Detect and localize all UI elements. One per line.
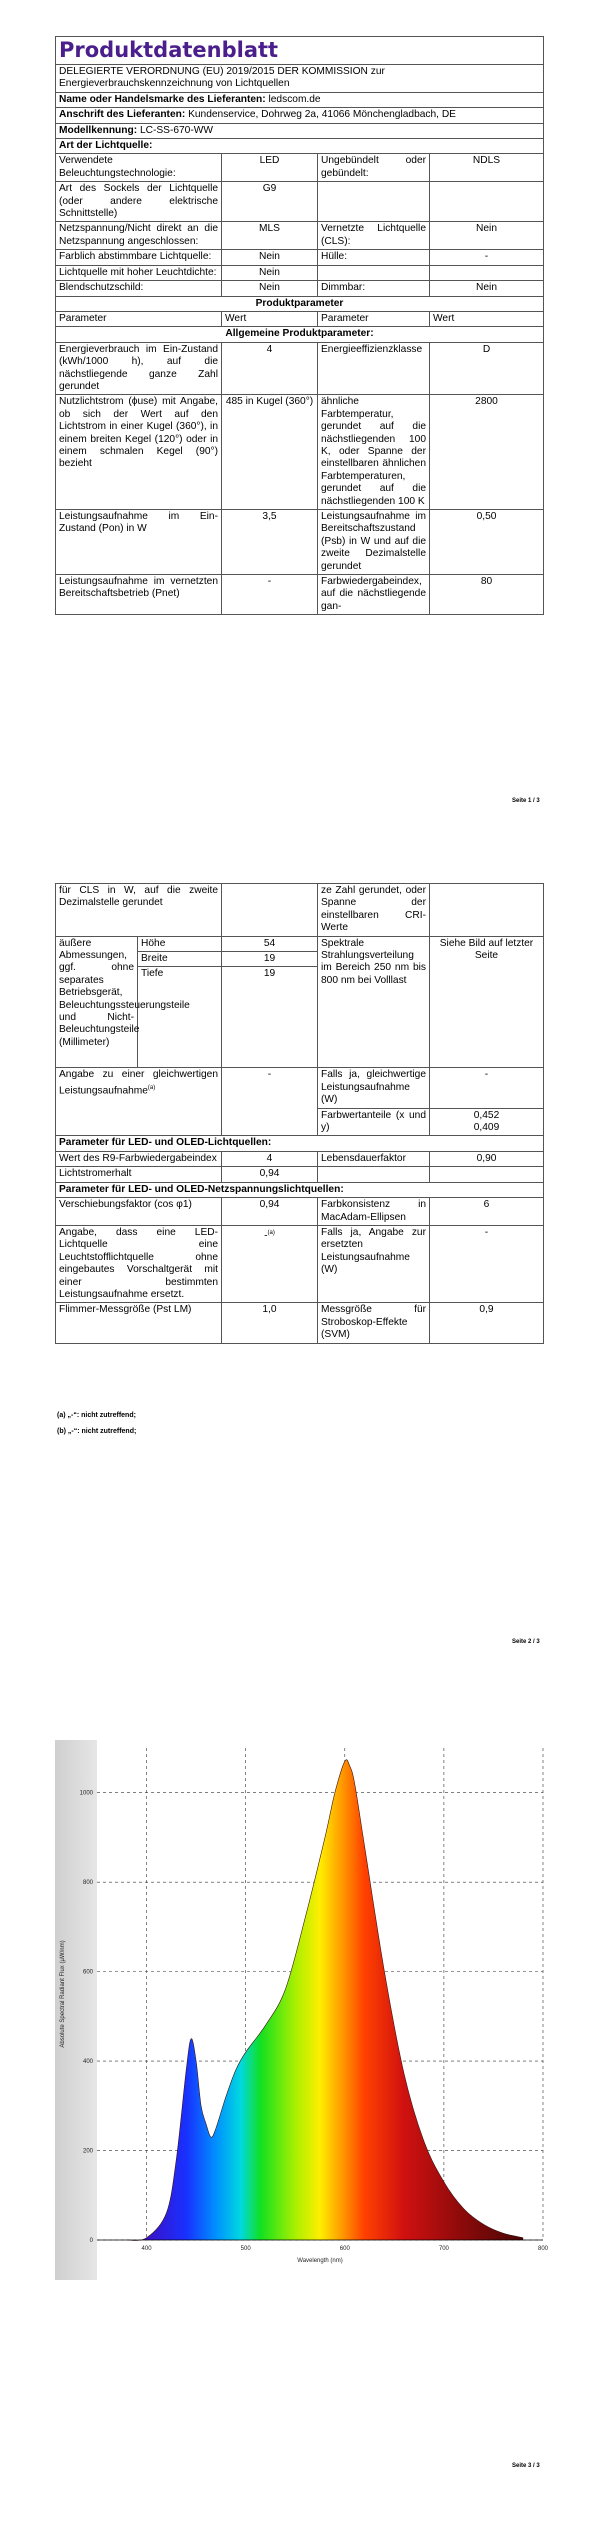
- x-tick-label-2: 600: [339, 2246, 350, 2252]
- stroboscopic-value: 0,9: [430, 1303, 544, 1343]
- survival-factor-value: 0,90: [430, 1151, 544, 1166]
- glare-shield-label: Blendschutzschild:: [56, 281, 222, 296]
- energy-label: Energieverbrauch im Ein-Zustand (kWh/1000 h), auf die nächstliegende ganze Zahl gerundet: [56, 342, 222, 395]
- r9-value: 4: [222, 1151, 318, 1166]
- supplier-address-row: Anschrift des Lieferanten: Kundenservice, Dohrweg 2a, 41066 Mönchengladbach, DE: [56, 108, 544, 123]
- chromaticity-x: 0,452: [473, 1109, 500, 1121]
- tunable-value: Nein: [222, 250, 318, 265]
- networked-standby-label-cont: für CLS in W, auf die zweite Dezimalstelle gerundet: [56, 884, 222, 937]
- cls-value: Nein: [430, 222, 544, 250]
- flicker-value: 1,0: [222, 1303, 318, 1343]
- envelope-value: -: [430, 250, 544, 265]
- width-label: Breite: [138, 952, 222, 967]
- dimensions-label: äußere Abmessungen, ggf. ohne separates Betriebsgerät, Beleuchtungssteuerungsteile und Nicht-Beleuchtungsteile (Millimeter): [56, 936, 138, 1068]
- equivalent-watt-label: Falls ja, gleichwertige Leistungsaufnahme (W): [318, 1068, 430, 1108]
- supplier-name-row: Name oder Handelsmarke des Lieferanten: ledscom.de: [56, 92, 544, 107]
- standby-power-value: 0,50: [430, 510, 544, 575]
- page-number-2: Seite 2 / 3: [512, 1639, 540, 1645]
- col-header-value-2: Wert: [430, 311, 544, 326]
- supplier-name: ledscom.de: [268, 93, 321, 105]
- regulation-text: DELEGIERTE VERORDNUNG (EU) 2019/2015 DER KOMMISSION zur Energieverbrauchskennzeichnung von Lichtquellen: [56, 65, 544, 93]
- spectral-value: Siehe Bild auf letzter Seite: [430, 936, 544, 1068]
- r9-label: Wert des R9-Farbwiedergabeindex: [56, 1151, 222, 1166]
- width-value: 19: [222, 952, 318, 967]
- tunable-label: Farblich abstimmbare Lichtquelle:: [56, 250, 222, 265]
- dimmable-value: Nein: [430, 281, 544, 296]
- y-axis-label: Absolute Spectral Radiant Flux (µW/nm): [60, 1940, 66, 2048]
- y-tick-label-4: 800: [82, 1880, 93, 1887]
- stroboscopic-label: Messgröße für Stroboskop-Effekte (SVM): [318, 1303, 430, 1343]
- y-tick-label-5: 1000: [79, 1790, 93, 1797]
- model-id: LC-SS-670-WW: [139, 124, 213, 136]
- directional-label: Ungebündelt oder gebündelt:: [318, 154, 430, 182]
- x-tick-label-3: 700: [438, 2246, 449, 2252]
- luminous-flux-value: 485 in Kugel (360°): [222, 395, 318, 510]
- lumen-maintenance-label: Lichtstromerhalt: [56, 1167, 222, 1182]
- chromaticity-label: Farbwertanteile (x und y): [318, 1108, 430, 1136]
- lumen-maintenance-value: 0,94: [222, 1167, 318, 1182]
- equivalent-power-label: Angabe zu einer gleichwertigen Leistungsaufnahme$^{(a)}$: [56, 1068, 222, 1136]
- replacement-claim-value: -$^{(a)}$: [222, 1225, 318, 1302]
- high-luminance-value: Nein: [222, 265, 318, 280]
- page-title: Produktdatenblatt: [56, 37, 544, 65]
- luminous-flux-label: Nutzlichtstrom (ϕuse) mit Angabe, ob sich der Wert auf den Lichtstrom in einer Kugel (360°), in einem breiten Kegel (120°) oder in einem schmalen Kegel (90°) bezieht: [56, 395, 222, 510]
- cap-label: Art des Sockels der Lichtquelle (oder andere elektrische Schnittstelle): [56, 182, 222, 222]
- energy-value: 4: [222, 342, 318, 395]
- page-number-3: Seite 3 / 3: [512, 2463, 540, 2469]
- displacement-factor-label: Verschiebungsfaktor (cos φ1): [56, 1198, 222, 1226]
- footnote-a: (a) „-“: nicht zutreffend;: [57, 1412, 136, 1419]
- y-tick-label-2: 400: [82, 2059, 93, 2066]
- supplier-address: Kundenservice, Dohrweg 2a, 41066 Mönchengladbach, DE: [188, 109, 456, 121]
- cap-value: G9: [222, 182, 318, 222]
- cri-label-cont: ze Zahl gerundet, oder Spanne der einstellbaren CRI-Werte: [318, 884, 430, 937]
- y-tick-label-3: 600: [82, 1969, 93, 1976]
- energy-class-label: Energieeffizienzklasse: [318, 342, 430, 395]
- equivalent-power-value: -: [222, 1068, 318, 1136]
- equivalent-watt-value: -: [430, 1068, 544, 1108]
- tech-label: Verwendete Beleuchtungstechnologie:: [56, 154, 222, 182]
- y-tick-label-0: 0: [89, 2238, 93, 2244]
- datasheet-table-page1: [55, 36, 544, 615]
- tech-value: LED: [222, 154, 318, 182]
- height-value: 54: [222, 936, 318, 951]
- replacement-claim-label: Angabe, dass eine LED-Lichtquelle eine Leuchtstofflichtquelle ohne eingebautes Vorschaltgerät mit einer bestimmten Leistungsaufnahme ersetzt.: [56, 1225, 222, 1302]
- section-product-params: Produktparameter: [56, 296, 544, 311]
- depth-value: 19: [222, 967, 318, 1068]
- cls-label: Vernetzte Lichtquelle (CLS):: [318, 222, 430, 250]
- flicker-label: Flimmer-Messgröße (Pst LM): [56, 1303, 222, 1343]
- spectrum-chart: [0, 1740, 595, 2280]
- displacement-factor-value: 0,94: [222, 1198, 318, 1226]
- macadam-label: Farbkonsistenz in MacAdam-Ellipsen: [318, 1198, 430, 1226]
- col-header-param: Parameter: [56, 311, 222, 326]
- page-number-1: Seite 1 / 3: [512, 798, 540, 804]
- chromaticity-value: [430, 1108, 544, 1136]
- spectral-label: Spektrale Strahlungsverteilung im Bereich 250 nm bis 800 nm bei Volllast: [318, 936, 430, 1068]
- section-led-params: Parameter für LED- und OLED-Lichtquellen:: [56, 1136, 544, 1151]
- y-tick-label-1: 200: [82, 2148, 93, 2155]
- networked-standby-value: -: [222, 575, 318, 615]
- mains-value: MLS: [222, 222, 318, 250]
- envelope-label: Hülle:: [318, 250, 430, 265]
- mains-label: Netzspannung/Nicht direkt an die Netzspannung angeschlossen:: [56, 222, 222, 250]
- cri-label: Farbwiedergabeindex, auf die nächstliegende gan-: [318, 575, 430, 615]
- directional-value: NDLS: [430, 154, 544, 182]
- replacement-power-value: -: [430, 1225, 544, 1302]
- model-row: Modellkennung: LC-SS-670-WW: [56, 123, 544, 138]
- datasheet-table-page2: [55, 883, 544, 1344]
- chromaticity-y: 0,409: [473, 1122, 500, 1134]
- cri-value: 80: [430, 575, 544, 615]
- macadam-value: 6: [430, 1198, 544, 1226]
- col-header-param-2: Parameter: [318, 311, 430, 326]
- section-mains-params: Parameter für LED- und OLED-Netzspannungslichtquellen:: [56, 1182, 544, 1197]
- networked-standby-label: Leistungsaufnahme im vernetzten Bereitschaftsbetrieb (Pnet): [56, 575, 222, 615]
- x-tick-label-1: 500: [240, 2246, 251, 2252]
- replacement-power-label: Falls ja, Angabe zur ersetzten Leistungsaufnahme (W): [318, 1225, 430, 1302]
- x-axis-label: Wavelength (nm): [297, 2258, 343, 2264]
- on-mode-power-value: 3,5: [222, 510, 318, 575]
- x-tick-label-0: 400: [141, 2246, 152, 2252]
- cct-value: 2800: [430, 395, 544, 510]
- standby-power-label: Leistungsaufnahme im Bereitschaftszustand (Psb) in W und auf die zweite Dezimalstelle gerundet: [318, 510, 430, 575]
- on-mode-power-label: Leistungsaufnahme im Ein-Zustand (Pon) in W: [56, 510, 222, 575]
- cct-label: ähnliche Farbtemperatur, gerundet auf die nächstliegenden 100 K, oder Spanne der einstellbaren ähnlichen Farbtemperaturen, gerundet auf die nächstliegenden 100 K: [318, 395, 430, 510]
- glare-shield-value: Nein: [222, 281, 318, 296]
- footnote-b: (b) „-“: nicht zutreffend;: [57, 1428, 137, 1435]
- x-tick-label-4: 800: [537, 2246, 549, 2252]
- high-luminance-label: Lichtquelle mit hoher Leuchtdichte:: [56, 265, 222, 280]
- section-general-params: Allgemeine Produktparameter:: [56, 327, 544, 342]
- height-label: Höhe: [138, 936, 222, 951]
- survival-factor-label: Lebensdauerfaktor: [318, 1151, 430, 1166]
- col-header-value: Wert: [222, 311, 318, 326]
- depth-label: Tiefe: [138, 967, 222, 1068]
- dimmable-label: Dimmbar:: [318, 281, 430, 296]
- section-light-source: Art der Lichtquelle:: [56, 139, 544, 154]
- energy-class-value: D: [430, 342, 544, 395]
